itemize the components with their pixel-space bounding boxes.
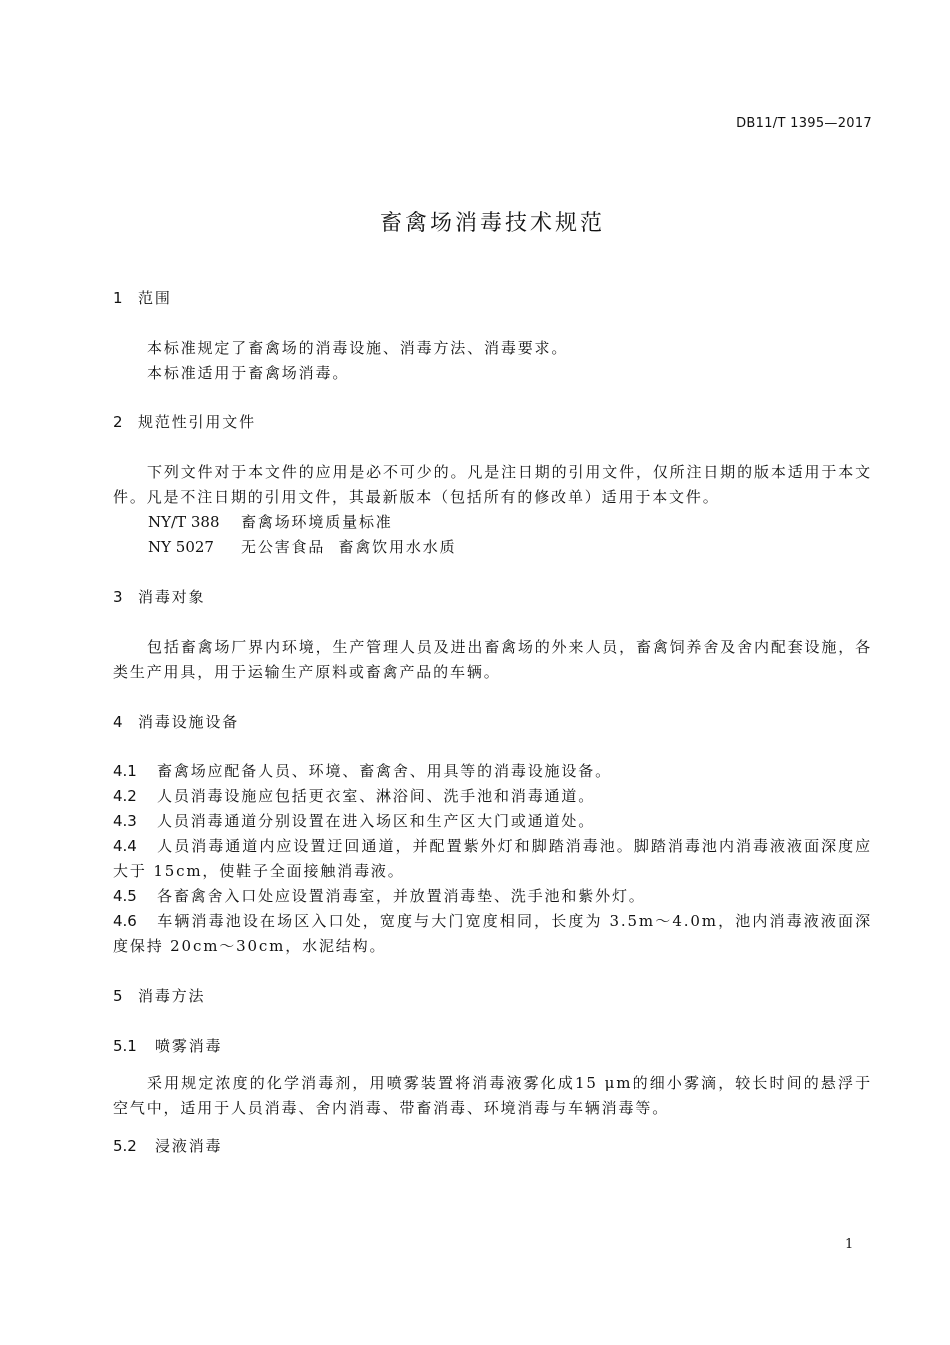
clause-text: 人员消毒通道分别设置在进入场区和生产区大门或通道处。 bbox=[157, 812, 596, 830]
subsection-number: 5.1 bbox=[113, 1037, 137, 1055]
paragraph: 下列文件对于本文件的应用是必不可少的。凡是注日期的引用文件，仅所注日期的版本适用于本文件。凡是不注日期的引用文件，其最新版本（包括所有的修改单）适用于本文件。 bbox=[113, 463, 872, 506]
clause-number: 4.1 bbox=[113, 762, 137, 780]
reference-entry bbox=[113, 510, 872, 535]
section-4-items bbox=[113, 759, 872, 959]
clause-text: 人员消毒通道内应设置迂回通道，并配置紫外灯和脚踏消毒池。脚踏消毒池内消毒液液面深度应大于 15cm，使鞋子全面接触消毒液。 bbox=[113, 837, 872, 880]
clause-number: 4.3 bbox=[113, 812, 137, 830]
section-title: 消毒对象 bbox=[138, 588, 206, 606]
clause-text: 车辆消毒池设在场区入口处，宽度与大门宽度相同，长度为 3.5m～4.0m，池内消毒液液面深度保持 20cm～30cm，水泥结构。 bbox=[113, 912, 872, 955]
document-number: DB11/T 1395—2017 bbox=[736, 116, 872, 131]
subsection-5-2-heading bbox=[113, 1134, 872, 1159]
clause-item bbox=[113, 884, 872, 909]
clause-number: 4.5 bbox=[113, 887, 137, 905]
paragraph: 采用规定浓度的化学消毒剂，用喷雾装置将消毒液雾化成15 μm的细小雾滴，较长时间的悬浮于空气中，适用于人员消毒、舍内消毒、带畜消毒、环境消毒与车辆消毒等。 bbox=[113, 1074, 872, 1117]
section-title: 范围 bbox=[138, 289, 172, 307]
section-title: 规范性引用文件 bbox=[138, 413, 256, 431]
clause-item bbox=[113, 809, 872, 834]
page-number: 1 bbox=[845, 1237, 854, 1252]
clause-text: 畜禽场应配备人员、环境、畜禽舍、用具等的消毒设施设备。 bbox=[157, 762, 612, 780]
section-3-body bbox=[113, 635, 872, 685]
section-number: 2 bbox=[113, 413, 123, 431]
section-3-heading bbox=[113, 585, 872, 610]
clause-text: 各畜禽舍入口处应设置消毒室，并放置消毒垫、洗手池和紫外灯。 bbox=[157, 887, 646, 905]
subsection-number: 5.2 bbox=[113, 1137, 137, 1155]
subsection-5-1-body bbox=[113, 1071, 872, 1121]
section-4-heading bbox=[113, 710, 872, 735]
section-number: 5 bbox=[113, 987, 123, 1005]
document-title: 畜禽场消毒技术规范 bbox=[379, 211, 605, 236]
reference-code: NY/T 388 bbox=[148, 513, 220, 531]
clause-number: 4.6 bbox=[113, 912, 137, 930]
subsection-5-1-heading bbox=[113, 1034, 872, 1059]
section-title: 消毒方法 bbox=[138, 987, 206, 1005]
section-number: 1 bbox=[113, 289, 123, 307]
clause-item bbox=[113, 784, 872, 809]
section-2-body bbox=[113, 460, 872, 560]
section-5-heading bbox=[113, 984, 872, 1009]
section-number: 4 bbox=[113, 713, 123, 731]
clause-item bbox=[113, 759, 872, 784]
section-title: 消毒设施设备 bbox=[138, 713, 240, 731]
section-number: 3 bbox=[113, 588, 123, 606]
paragraph: 包括畜禽场厂界内环境，生产管理人员及进出畜禽场的外来人员，畜禽饲养舍及舍内配套设施，各类生产用具，用于运输生产原料或畜禽产品的车辆。 bbox=[113, 638, 872, 681]
subsection-title: 浸液消毒 bbox=[155, 1137, 223, 1155]
clause-item bbox=[113, 834, 872, 884]
section-1-body bbox=[113, 336, 872, 386]
clause-item bbox=[113, 909, 872, 959]
section-2-heading bbox=[113, 410, 872, 435]
clause-number: 4.4 bbox=[113, 837, 137, 855]
section-1-heading bbox=[113, 286, 872, 311]
clause-text: 人员消毒设施应包括更衣室、淋浴间、洗手池和消毒通道。 bbox=[157, 787, 596, 805]
reference-title: 畜禽场环境质量标准 bbox=[241, 513, 393, 531]
subsection-title: 喷雾消毒 bbox=[155, 1037, 223, 1055]
clause-number: 4.2 bbox=[113, 787, 137, 805]
paragraph: 本标准规定了畜禽场的消毒设施、消毒方法、消毒要求。 bbox=[147, 339, 569, 357]
paragraph: 本标准适用于畜禽场消毒。 bbox=[147, 364, 350, 382]
reference-title: 无公害食品 畜禽饮用水水质 bbox=[241, 538, 457, 556]
reference-code: NY 5027 bbox=[148, 538, 214, 556]
reference-entry bbox=[113, 535, 872, 560]
